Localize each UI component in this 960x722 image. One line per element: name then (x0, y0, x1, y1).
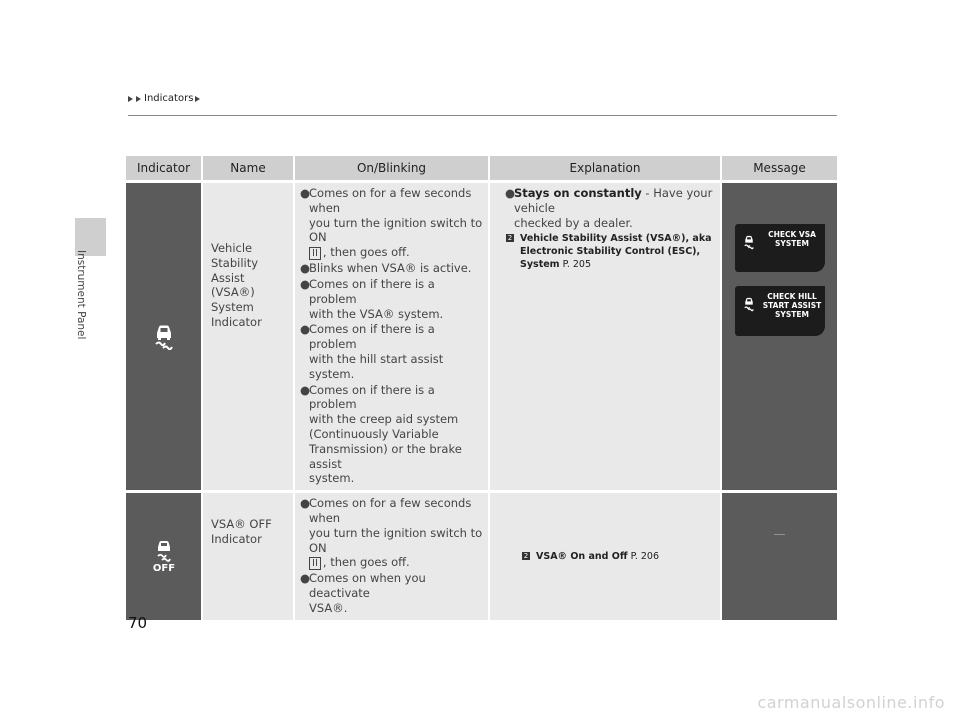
breadcrumb-arrow-icon (128, 96, 133, 102)
indicator-name: VSA® OFF Indicator (203, 490, 295, 620)
column-header: Message (722, 156, 837, 180)
list-item: ● Comes on when you deactivate VSA®. (300, 571, 426, 615)
list-item: ● Comes on for a few seconds when you turn the ignition switch to ON II , then goes off. (300, 186, 483, 260)
vsa-skid-car-icon (741, 232, 757, 250)
table-row (126, 490, 837, 620)
list-item: ● Comes on if there is a problem with the creep aid system (Continuously Variable Transmission) or the brake assist system. (300, 382, 462, 486)
breadcrumb[interactable] (128, 93, 201, 104)
header-rule (128, 115, 837, 116)
page-reference-link[interactable]: 2 VSA® On and Off P. 206 (523, 550, 660, 562)
watermark: carmanualsonline.info (757, 693, 945, 712)
column-header: Indicator (126, 156, 203, 180)
vsa-skid-car-icon (149, 320, 179, 350)
breadcrumb-label: Indicators (144, 93, 194, 104)
indicator-cell (126, 490, 203, 620)
indicator-cell (126, 180, 203, 490)
on-blinking-cell (295, 490, 490, 620)
column-header: Name (203, 156, 295, 180)
column-header: On/Blinking (295, 156, 490, 180)
no-message-dash: — (773, 527, 786, 542)
list-item: ● Comes on for a few seconds when you turn the ignition switch to ON II , then goes off. (300, 496, 483, 570)
column-header: Explanation (490, 156, 722, 180)
vsa-off-icon (149, 537, 179, 573)
list-item: ● Comes on if there is a problem with the VSA® system. (300, 276, 444, 321)
section-label: Instrument Panel (75, 250, 87, 340)
list-item: ● Stays on constantly - Have your vehicle checked by a dealer. (505, 186, 713, 230)
list-item: ● Blinks when VSA® is active. (300, 261, 472, 276)
vsa-skid-car-icon (741, 294, 757, 312)
breadcrumb-arrow-icon (136, 96, 141, 102)
ignition-key-icon: II (309, 247, 321, 260)
table-header-row (126, 156, 837, 180)
on-blinking-cell (295, 180, 490, 490)
message-display: CHECK HILL START ASSIST SYSTEM (735, 286, 825, 336)
reference-arrow-icon: 2 (507, 234, 513, 243)
page-reference-link[interactable]: 2 Vehicle Stability Assist (VSA®), aka Electronic Stability Control (ESC), System P. 205 (507, 233, 712, 271)
page-number: 70 (128, 614, 148, 632)
explanation-cell (490, 490, 722, 620)
reference-arrow-icon: 2 (523, 551, 529, 560)
indicator-table (126, 156, 837, 620)
explanation-cell (490, 180, 722, 490)
svg-text:OFF: OFF (152, 562, 175, 573)
message-cell (722, 180, 837, 490)
indicator-name: Vehicle Stability Assist (VSA®) System Indicator (203, 180, 295, 490)
list-item: ● Comes on if there is a problem with the hill start assist system. (300, 322, 444, 381)
table-row (126, 180, 837, 490)
ignition-key-icon: II (309, 557, 321, 570)
message-cell (722, 490, 837, 620)
message-display: CHECK VSA SYSTEM (735, 224, 825, 272)
breadcrumb-arrow-icon (195, 96, 200, 102)
